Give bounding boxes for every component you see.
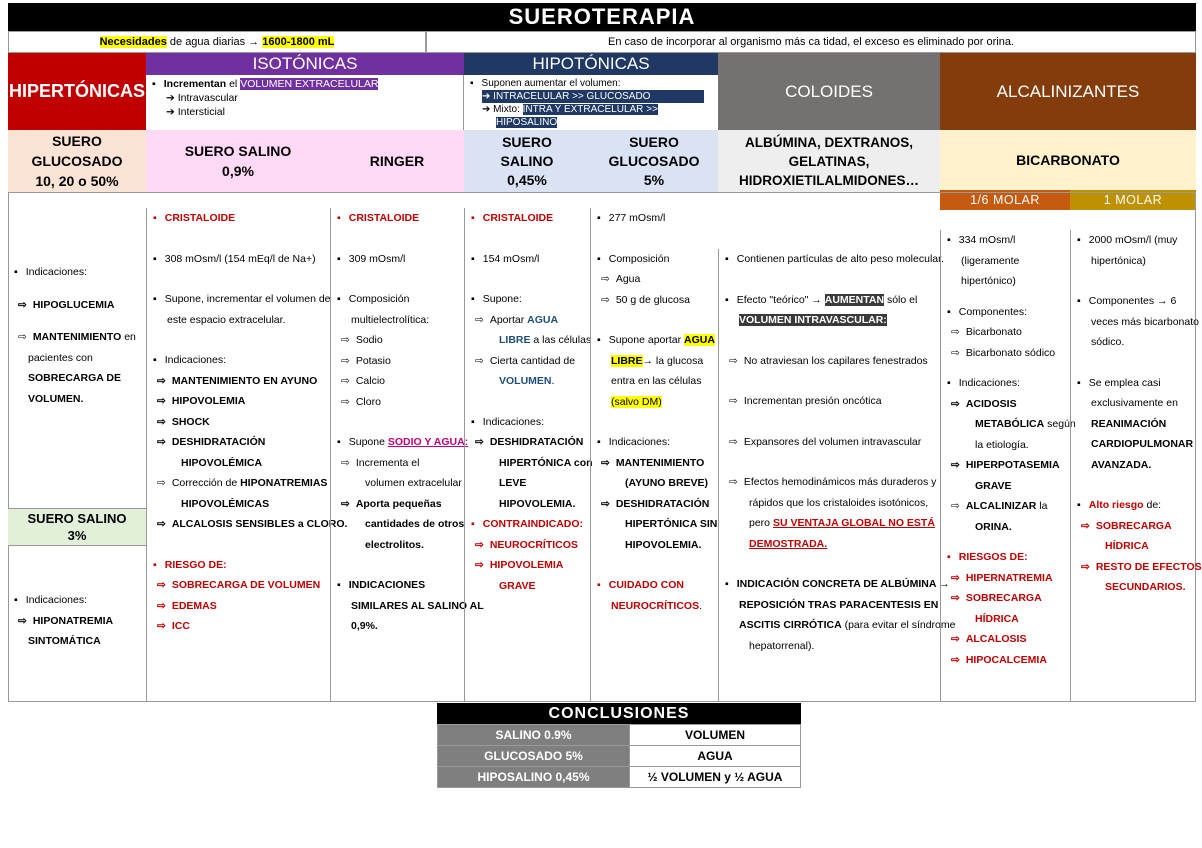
suero-glucosado-hiper: SUERO GLUCOSADO 10, 20 o 50% [8,130,146,192]
group-coloides: COLOIDES [718,53,940,130]
col-coloides: ▪ Contienen partículas de alto peso molecular. ▪ Efecto "teórico" → AUMENTAN sólo el VOLUMEN INTRAVASCULAR: ⇨ No atraviesan los capilares fenestrados ⇨ Incrementan presión oncótica ⇨ Expansores del volumen intravascular ⇨ Efectos hemodinámicos más duraderos y rápidos que los cristaloides isotónicos, pero SU VENTAJA GLOBAL NO ESTÁ DEMOSTRADA. ▪ INDICACIÓN CONCRETA DE ALBÚMINA → REPOSICIÓN TRAS PARACENTESIS EN ASCITIS CIRRÓTICA (para evitar el síndrome hepatorrenal). [718,249,940,702]
needs-text: de agua diarias → [166,36,263,48]
needs-value: 1600-1800 mL [262,36,335,48]
suero-glucosado-5: SUERO GLUCOSADO 5% [590,130,718,192]
intro-needs [8,31,426,53]
needs-label: Necesidades [99,36,167,48]
page-title: SUEROTERAPIA [8,3,1196,31]
group-hipertonicas: HIPERTÓNICAS [8,53,146,130]
suero-coloides: ALBÚMINA, DEXTRANOS, GELATINAS, HIDROXIETILALMIDONES… [718,130,940,192]
iso-desc: ▪ Incrementan el VOLUMEN EXTRACELULAR ➔ Intravascular ➔ Intersticial [146,75,464,130]
hipo-desc: ▪ Suponen aumentar el volumen: ➔ INTRACELULAR >> GLUCOSADO ➔ Mixto: INTRA Y EXTRACELULAR >> HIPOSALINO [464,75,718,130]
col-molar-1-6: ▪ 334 mOsm/l (ligeramente hipertónico) ▪ Componentes: ⇨ Bicarbonato ⇨ Bicarbonato sódico ▪ Indicaciones: ⇨ ACIDOSIS METABÓLICA según la etiología. ⇨ HIPERPOTASEMIA GRAVE ⇨ ALCALINIZAR la ORINA. ▪ RIESGOS DE: ⇨ HIPERNATREMIA ⇨ SOBRECARGA HÍDRICA ⇨ ALCALOSIS ⇨ HIPOCALCEMIA [940,230,1070,702]
col-ringer: ▪ CRISTALOIDE ▪ 309 mOsm/l ▪ Composición multielectrolítica: ⇨ Sodio ⇨ Potasio ⇨ Calcio ⇨ Cloro ▪ Supone SODIO Y AGUA: ⇨ Incrementa el volumen extracelular ⇨ Aporta pequeñas cantidades de otros electrolitos. ▪ INDICACIONES SIMILARES AL SALINO AL 0,9%. [330,208,464,702]
molar-1: 1 MOLAR [1070,190,1196,210]
col-salino3: ▪ Indicaciones: ⇨ HIPONATREMIA SINTOMÁTICA [8,590,146,660]
table-row: GLUCOSADO 5% AGUA [438,746,801,767]
conclusiones-title: CONCLUSIONES [437,703,801,724]
col-salino-09: ▪ CRISTALOIDE ▪ 308 mOsm/l (154 mEq/l de Na+) ▪ Supone, incrementar el volumen de este espacio extracelular. ▪ Indicaciones: ⇨ MANTENIMIENTO EN AYUNO ⇨ HIPOVOLEMIA ⇨ SHOCK ⇨ DESHIDRATACIÓN HIPOVOLÉMICA ⇨ Corrección de HIPONATREMIAS HIPOVOLÉMICAS ⇨ ALCALOSIS SENSIBLES a CLORO. ▪ RIESGO DE: ⇨ SOBRECARGA DE VOLUMEN ⇨ EDEMAS ⇨ ICC [146,208,330,702]
suero-bicarbonato: BICARBONATO [940,130,1196,190]
col-molar-1: ▪ 2000 mOsm/l (muy hipertónica) ▪ Componentes → 6 veces más bicarbonato sódico. ▪ Se emplea casi exclusivamente en REANIMACIÓN CARDIOPULMONAR AVANZADA. ▪ Alto riesgo de: ⇨ SOBRECARGA HÍDRICA ⇨ RESTO DE EFECTOS SECUNDARIOS. [1070,230,1196,702]
group-isotonicas: ISOTÓNICAS [146,53,464,75]
suero-ringer: RINGER [330,130,464,192]
intro-excess: En caso de incorporar al organismo más ca tidad, el exceso es eliminado por orina. [426,31,1196,53]
suero-salino-045: SUERO SALINO 0,45% [464,130,590,192]
col-glucosado-5: ▪ 277 mOsm/l ▪ Composición ⇨ Agua ⇨ 50 g de glucosa ▪ Supone aportar AGUA LIBRE→ la glucosa entra en las células (salvo DM) ▪ Indicaciones: ⇨ MANTENIMIENTO (AYUNO BREVE) ⇨ DESHIDRATACIÓN HIPERTÓNICA SIN HIPOVOLEMIA. ▪ CUIDADO CON NEUROCRÍTICOS. [590,208,718,702]
suero-salino-09: SUERO SALINO 0,9% [146,130,330,192]
molar-1-6: 1/6 MOLAR [940,190,1070,210]
table-row: SALINO 0.9% VOLUMEN [438,725,801,746]
col-salino-045: ▪ CRISTALOIDE ▪ 154 mOsm/l ▪ Supone: ⇨ Aportar AGUA LIBRE a las células ⇨ Cierta cantidad de VOLUMEN. ▪ Indicaciones: ⇨ DESHIDRATACIÓN HIPERTÓNICA con LEVE HIPOVOLEMIA. ▪ CONTRAINDICADO: ⇨ NEUROCRÍTICOS ⇨ HIPOVOLEMIA GRAVE [464,208,590,702]
col-hipertonicas: ▪ Indicaciones: ⇨ HIPOGLUCEMIA ⇨ MANTENIMIENTO en pacientes con SOBRECARGA DE VOLUMEN. [8,262,146,432]
suero-salino-3: SUERO SALINO 3% [8,508,146,546]
group-alcalinizantes: ALCALINIZANTES [940,53,1196,130]
group-hipotonicas: HIPOTÓNICAS [464,53,718,75]
table-row: HIPOSALINO 0,45% ½ VOLUMEN y ½ AGUA [438,767,801,788]
conclusiones-table [437,724,801,788]
